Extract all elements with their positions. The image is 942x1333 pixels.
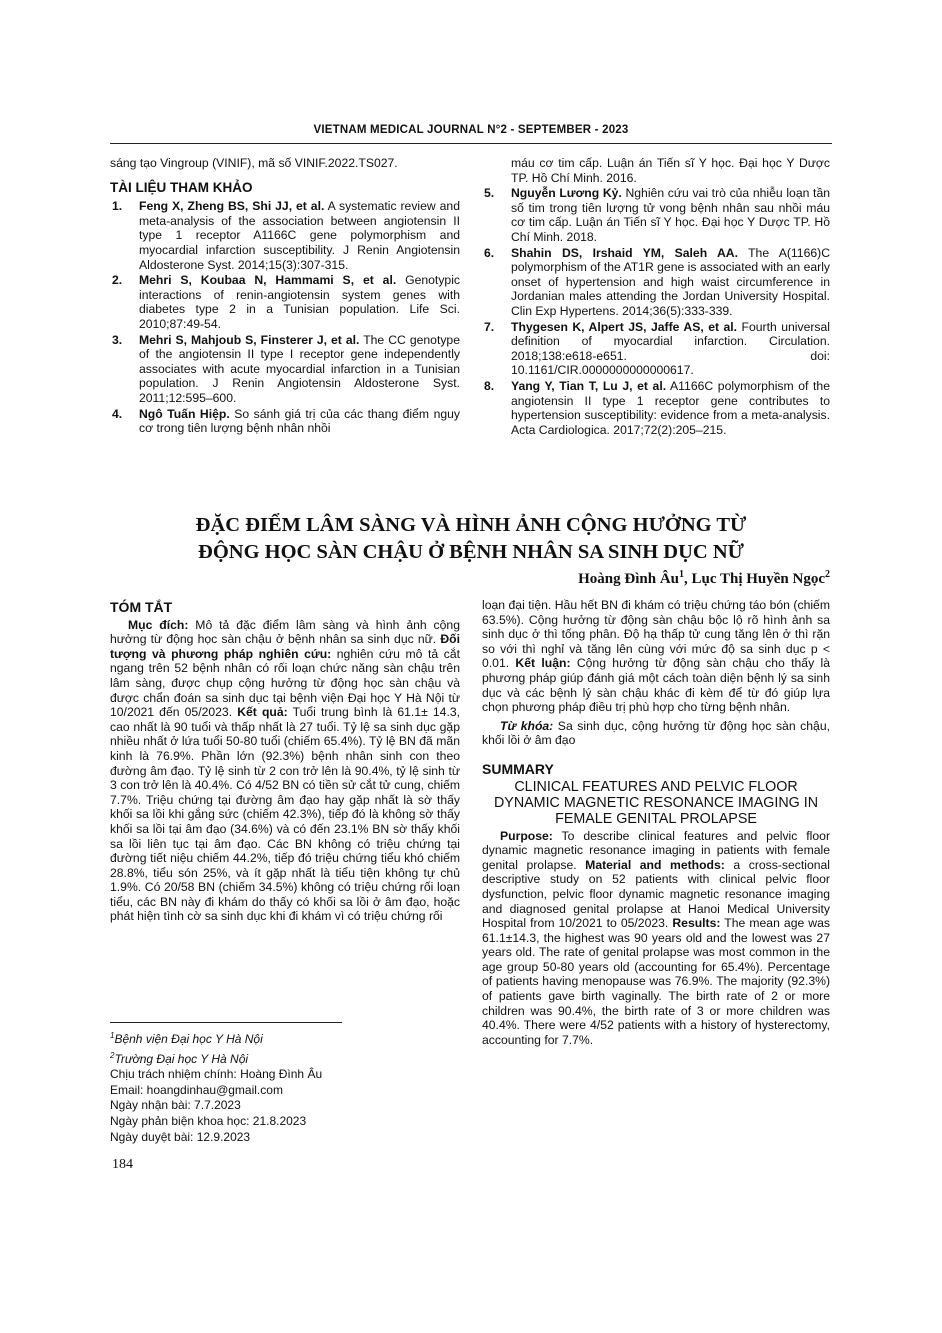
- purpose-text: Mô tả đặc điểm lâm sàng và hình ảnh cộng hưởng từ động học sàn chậu ở bệnh nhân sa sinh dục nữ.: [110, 617, 460, 647]
- left-column-references: [110, 156, 460, 437]
- reference-item: [482, 320, 830, 378]
- reference-text: [511, 320, 830, 378]
- affiliation-2: [110, 1048, 440, 1068]
- affiliation-text: Bệnh viện Đại học Y Hà Nội: [114, 1032, 263, 1046]
- article-title-line-2: ĐỘNG HỌC SÀN CHẬU Ở BỆNH NHÂN SA SINH DỤC NỮ: [198, 541, 744, 563]
- results-text: Tuổi trung bình là 61.1± 14.3, cao nhất là 90 tuổi và thấp nhất là 27 tuổi. Tỷ lệ sa sinh dục gặp nhiều nhất ở lứa tuổi 50-80 tuổi (chiếm 65.4%). Tỷ lệ BN đã mãn kinh là 76.9%. Phần lớn (92.3%) bệnh nhân sinh con theo đường âm đạo. Tỷ lệ sinh từ 2 con trở lên là 90.4%, tỷ lệ sinh từ 3 con trở lên là 40.4%. Có 4/52 BN có tiền sử cắt tử cung, chiếm 7.7%. Triệu chứng tại đường âm đạo hay gặp nhất là sờ thấy khối sa lồi khi gắng sức (chiếm 42.3%), tiếp đó là không sờ thấy khối sa lồi tại âm đạo (34.6%) và có đến 23.1% BN sờ thấy khối sa lồi liên tục tại âm đạo. Các BN không có triệu chứng tại đường tiết niệu chiếm 44.2%, tiếp đó triệu chứng tiểu khó chiếm 28.8%, tiểu són 25%, và ít gặp nhất là tiểu tiện không tự chủ 1.9%. Có 20/58 BN (chiếm 34.5%) không có triệu chứng rối loạn tiểu, các BN này đi khám do thấy có khối sa lồi ở âm đạo, hoặc phát hiện tình cờ sa sinh dục khi đi khám vì có triệu chứng rối: [110, 705, 461, 924]
- reference-authors: Yang Y, Tian T, Lu J, et al.: [511, 378, 667, 393]
- reference-item: [482, 246, 830, 319]
- summary-heading: SUMMARY: [482, 760, 554, 777]
- right-column-references: [482, 156, 830, 438]
- article-authors: [578, 569, 830, 588]
- reference-citation: A systematic review and meta-analysis of the association between angiotensin II type 1 receptor A1166C gene polymorphism and myocardial infarction susceptibility. J Renin Angiotensin Aldosterone Syst. 2014;15(3):307-315.: [139, 199, 460, 272]
- reference-text: [139, 273, 460, 331]
- reference-list: [110, 199, 460, 436]
- methods-label: Đối tượng và phương pháp nghiên cứu:: [110, 632, 460, 661]
- intro-text: sáng tạo Vingroup (VINIF), mã số VINIF.2022.TS027.: [110, 156, 398, 170]
- author-separator: ,: [684, 571, 692, 587]
- summary-purpose-label: Purpose:: [500, 828, 553, 843]
- reference-text: [139, 407, 460, 436]
- reference-continuation: [482, 156, 830, 185]
- abstract-heading: TÓM TẮT: [110, 599, 173, 615]
- reference-item: [482, 379, 830, 437]
- conclusion-label: Kết luận:: [509, 656, 571, 671]
- reference-item: [482, 186, 830, 244]
- keywords: [482, 719, 830, 748]
- summary-methods-text: a cross-sectional descriptive study on 52 patients with clinical pelvic floor dysfunction, pelvic floor dynamic magnetic resonance imaging and diagnosed genital prolapse at Hanoi Medical University Hospital from 10/2021 to 05/2023.: [482, 857, 831, 931]
- page-number: 184: [112, 1157, 133, 1172]
- author-affiliation-mark: 1: [679, 569, 684, 580]
- purpose-label: Mục đích:: [128, 617, 189, 632]
- reference-number: 6.: [484, 245, 495, 260]
- reference-authors: Mehri S, Koubaa N, Hammami S, et al.: [139, 273, 397, 288]
- abstract-continuation: [482, 598, 830, 715]
- reference-item: [110, 407, 460, 436]
- results-continued-text: loạn đại tiện. Hầu hết BN đi khám có triệu chứng táo bón (chiếm 63.5%). Cộng hưởng từ động sàn chậu bộc lộ rõ hình ảnh sa sinh dục ở thì tống phân. Độ hạ thấp tử cung tăng lên ở thì rặn so với thì nghỉ và tăng lên cùng với mức độ sa sinh dục p < 0.01.: [482, 598, 830, 671]
- corresponding-email: Email: hoangdinhau@gmail.com: [110, 1082, 283, 1097]
- reviewed-date: Ngày phản biện khoa học: 21.8.2023: [110, 1113, 307, 1128]
- keywords-label: Từ khóa:: [500, 718, 554, 733]
- reference-citation: Fourth universal definition of myocardial infarction. Circulation. 2018;138:e618-e651. doi: 10.1161/CIR.0000000000000617.: [511, 319, 830, 378]
- results-label: Kết quả:: [232, 705, 288, 720]
- reference-text: [511, 246, 830, 319]
- reference-item: [110, 333, 460, 406]
- reference-authors: Ngô Tuấn Hiệp.: [139, 406, 230, 421]
- reference-citation: Nghiên cứu vai trò của nhiễu loạn tần số tim trong tiên lượng tử vong bệnh nhân sau nhồi máu cơ tim cấp. Luận án Tiến sĩ Y học. Đại học Y Dược TP. Hồ Chí Minh. 2018.: [511, 186, 830, 244]
- reference-citation: Genotypic interactions of renin-angiotensin system genes with diabetes type 2 in a Tunisian population. Life Sci. 2010;87:49-54.: [139, 273, 460, 331]
- reference-authors: Shahin DS, Irshaid YM, Saleh AA.: [511, 245, 738, 260]
- footnotes: [110, 1028, 440, 1145]
- reference-number: 1.: [112, 199, 123, 214]
- reference-number: 7.: [484, 319, 495, 334]
- reference-citation: The A(1166)C polymorphism of the AT1R gene is associated with an early onset of hypertension and high waist circumference in Jordanian males attending the Jordan University Hospital. Clin Exp Hypertens. 2014;36(5):333-339.: [511, 245, 830, 318]
- corresponding-author: Chịu trách nhiệm chính: Hoàng Đình Âu: [110, 1067, 323, 1082]
- affiliation-mark: 2: [110, 1050, 115, 1060]
- received-date: Ngày nhận bài: 7.7.2023: [110, 1098, 241, 1113]
- author-name: Lục Thị Huyền Ngọc: [691, 571, 825, 587]
- reference-number: 5.: [484, 186, 495, 201]
- reference-number: 2.: [112, 273, 123, 288]
- abstract-paragraph: [110, 618, 460, 924]
- reference-number-spacer: [482, 156, 511, 185]
- reference-number: 4.: [112, 406, 123, 421]
- affiliation-text: Trường Đại học Y Hà Nội: [114, 1051, 249, 1066]
- references-heading: TÀI LIỆU THAM KHẢO: [110, 179, 253, 195]
- reference-authors: Thygesen K, Alpert JS, Jaffe AS, et al.: [511, 319, 738, 334]
- summary-title: CLINICAL FEATURES AND PELVIC FLOOR DYNAMIC MAGNETIC RESONANCE IMAGING IN FEMALE GENITAL PROLAPSE: [493, 778, 819, 827]
- reference-authors: Nguyễn Lương Kỷ.: [511, 186, 622, 201]
- summary-results-text: The mean age was 61.1±14.3, the highest was 90 years old and the lowest was 27 years old. The rate of genital prolapse was most common in the age group 50-80 years old (accounting for 65.4%). Percentage of patients having menopause was 76.9%. The majority (92.3%) of patients gave birth vaginally. The birth rate of 2 or more children was 90.4%, the birth rate of 3 or more children was 40.4%. There were 4/52 patients with a history of hysterectomy, accounting for 7.7%.: [482, 916, 830, 1047]
- article-title-line-1: ĐẶC ĐIỂM LÂM SÀNG VÀ HÌNH ẢNH CỘNG HƯỞNG TỪ: [195, 514, 747, 536]
- reference-number: 3.: [112, 332, 123, 347]
- reference-authors: Mehri S, Mahjoub S, Finsterer J, et al.: [139, 332, 360, 347]
- affiliation-mark: 1: [110, 1031, 115, 1040]
- reference-item: [110, 199, 460, 272]
- reference-number: 8.: [484, 378, 495, 393]
- author-name: Hoàng Đình Âu: [578, 571, 679, 587]
- keywords-text: Sa sinh dục, cộng hưởng từ động học sàn chậu, khối lồi ở âm đạo: [482, 718, 830, 748]
- reference-citation: A1166C polymorphism of the angiotensin II type 1 receptor gene contributes to hypertension susceptibility: evidence from a meta-analysis. Acta Cardiologica. 2017;72(2):205–215.: [511, 378, 830, 437]
- article-title: [110, 512, 832, 566]
- reference-citation: So sánh giá trị của các thang điểm nguy cơ trong tiên lượng bệnh nhân nhồi: [139, 406, 461, 436]
- affiliation-1: [110, 1028, 440, 1048]
- header-rule: [110, 143, 832, 144]
- reference-authors: Feng X, Zheng BS, Shi JJ, et al.: [139, 199, 325, 214]
- reference-text: máu cơ tim cấp. Luận án Tiến sĩ Y học. Đại học Y Dược TP. Hồ Chí Minh. 2016.: [511, 156, 830, 185]
- methods-text: nghiên cứu mô tả cắt ngang trên 52 bệnh nhân có rối loạn chức năng sàn chậu trên lâm sàng, được chụp cộng hưởng từ động học sàn chậu và được chẩn đoán sa sinh dục tại bệnh viện Đại học Y Hà Nội từ 10/2021 đến 05/2023.: [110, 646, 460, 720]
- summary-purpose-text: To describe clinical features and pelvic floor dynamic magnetic resonance imaging in patients with female genital prolapse.: [482, 828, 830, 872]
- footnote-rule: [110, 1022, 342, 1023]
- reference-text: [139, 199, 460, 272]
- abstract-vietnamese: [110, 598, 460, 924]
- reference-citation: The CC genotype of the angiotensin II type I receptor gene independently associates with acute myocardial infarction in a Tunisian population. J Renin Angiotensin Aldosterone Syst. 2011;12:595–600.: [139, 332, 460, 405]
- summary-results-label: Results:: [668, 916, 721, 931]
- summary-paragraph: [482, 829, 830, 1048]
- reference-text: [511, 186, 830, 244]
- reference-text: [511, 379, 830, 437]
- reference-item: [110, 273, 460, 331]
- conclusion-text: Cộng hưởng từ động sàn chậu cho thấy là phương pháp giúp đánh giá một cách toàn diện bệnh lý sa sinh dục và các bệnh lý sàn chậu khác đi kèm để từ đó giúp lựa chọn phương pháp điều trị phù hợp cho từng bệnh nhân.: [482, 656, 830, 715]
- journal-header: VIETNAM MEDICAL JOURNAL N°2 - SEPTEMBER - 2023: [313, 124, 629, 136]
- author-affiliation-mark: 2: [825, 569, 830, 580]
- abstract-continued-and-summary: [482, 598, 830, 1047]
- reference-text: [139, 333, 460, 406]
- summary-methods-label: Material and methods:: [576, 857, 725, 872]
- accepted-date: Ngày duyệt bài: 12.9.2023: [110, 1129, 251, 1144]
